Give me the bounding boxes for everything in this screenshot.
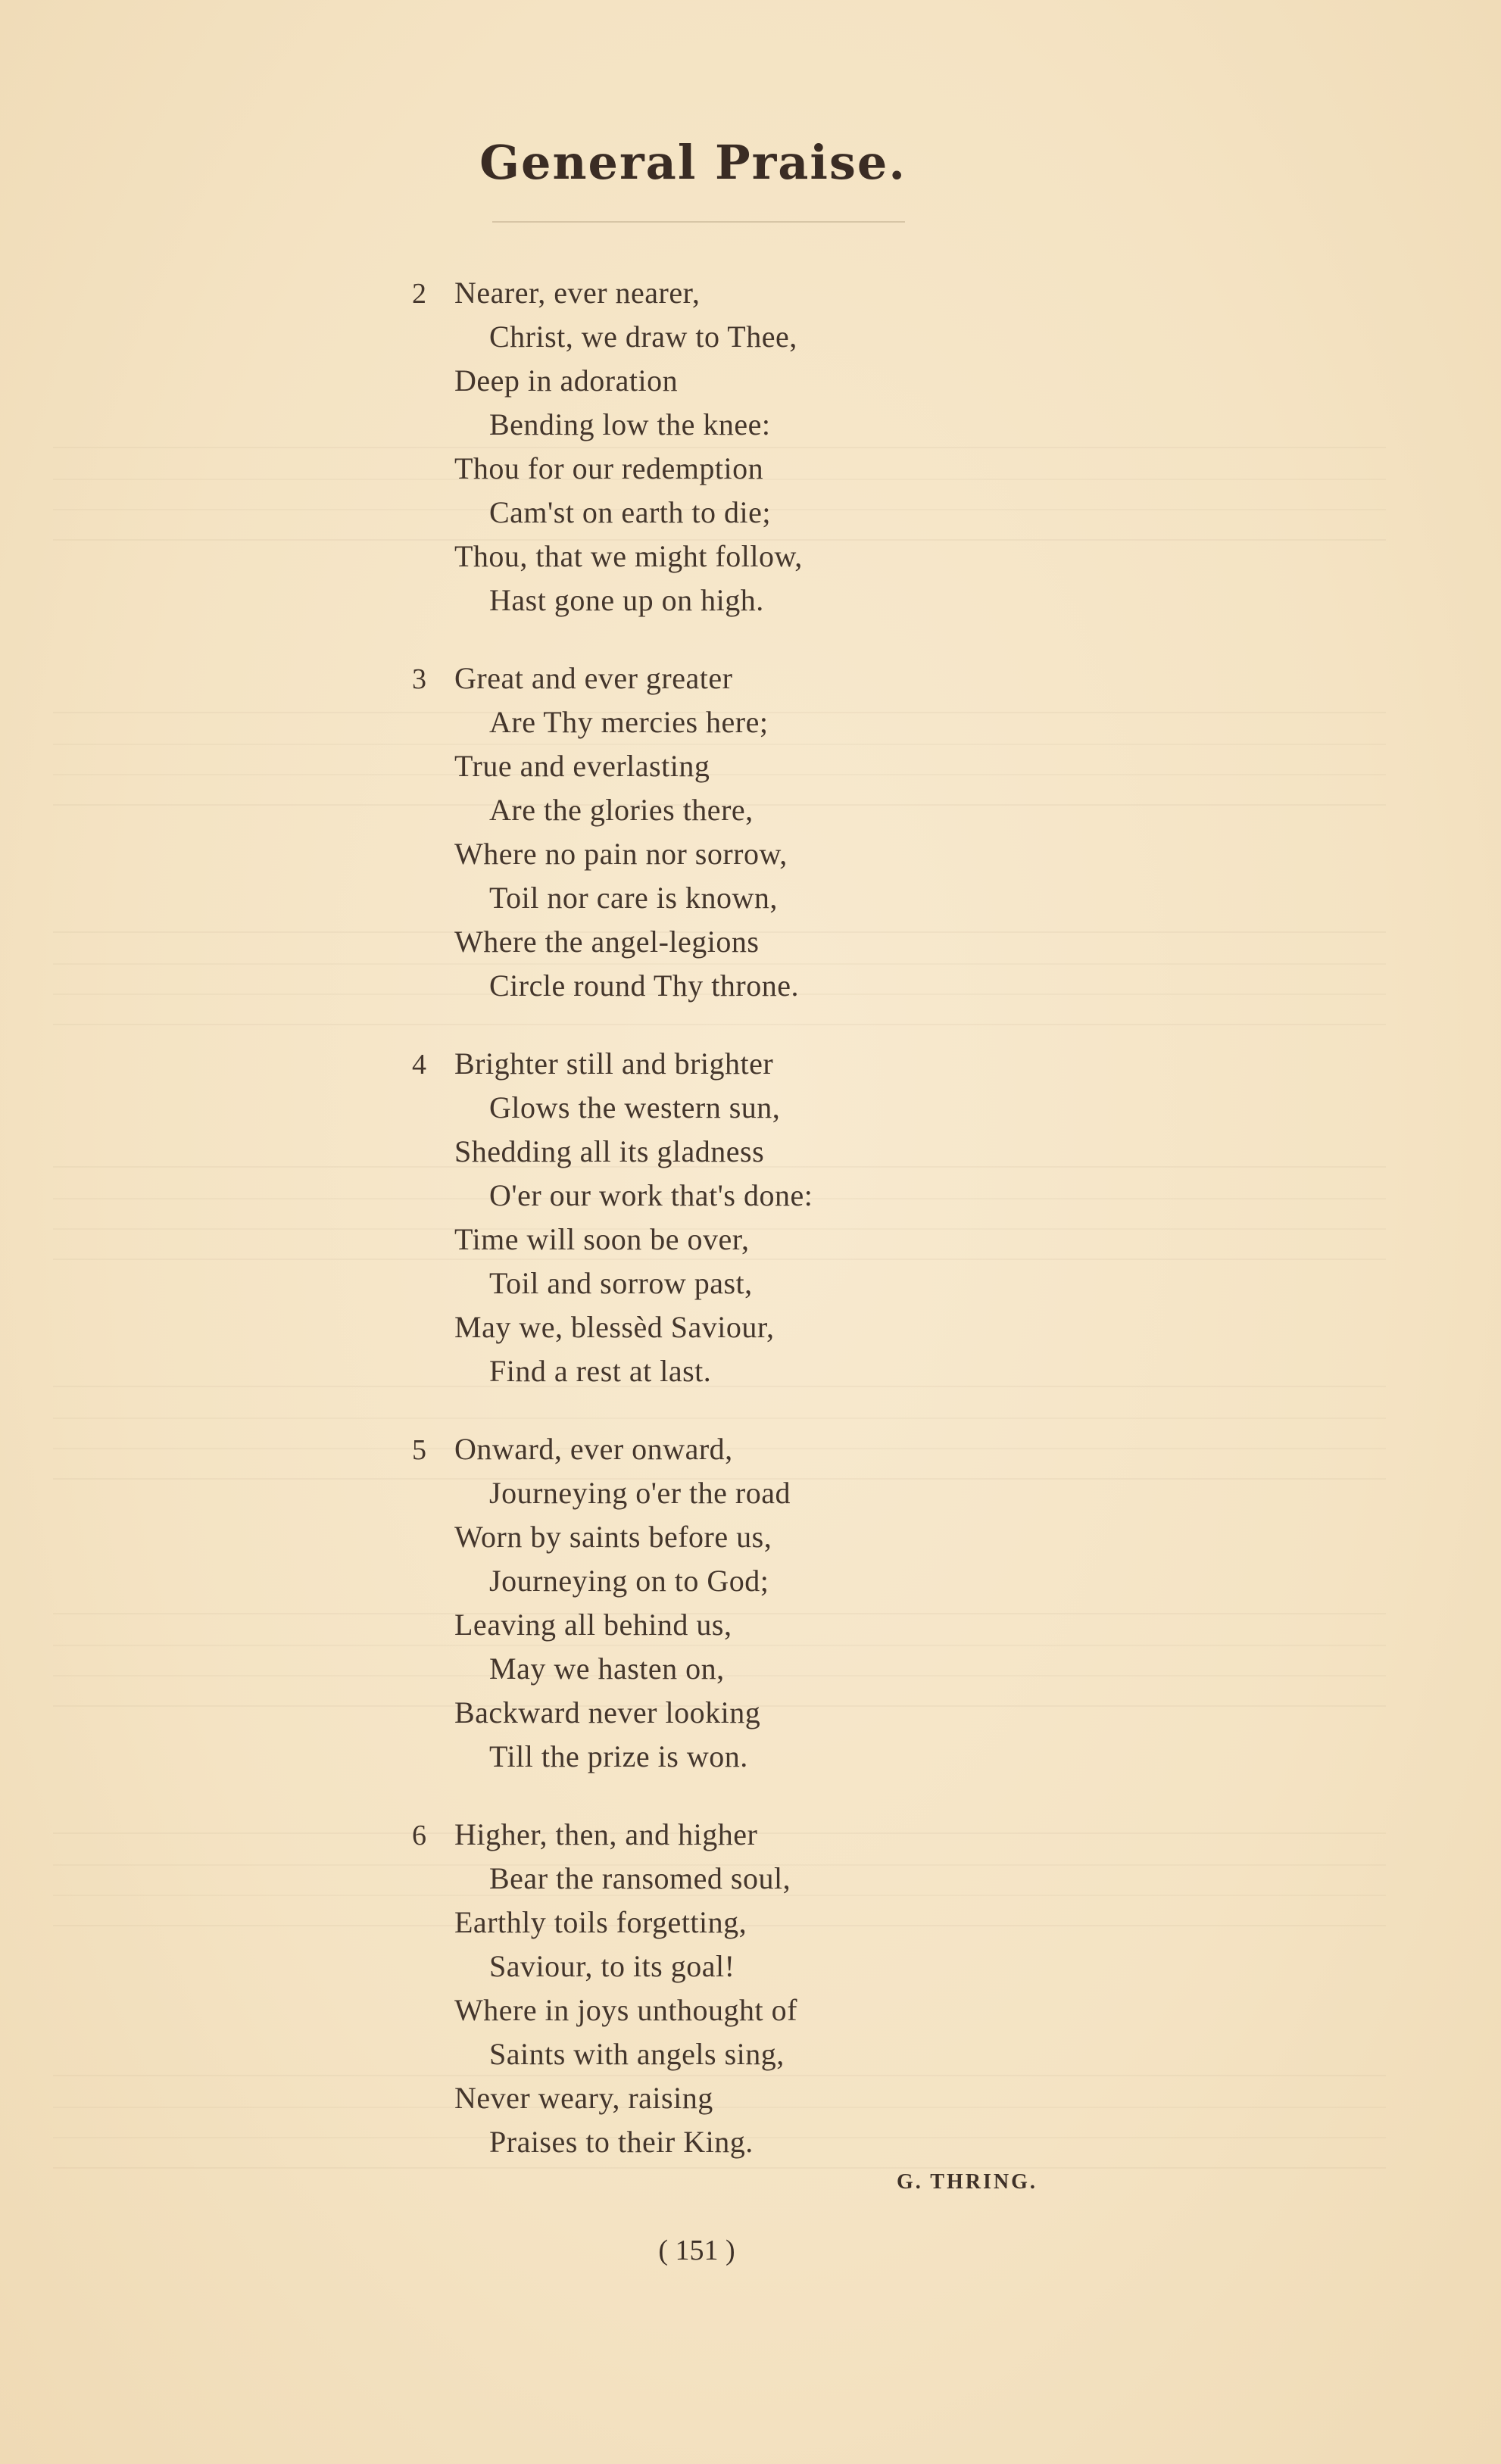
stanza-number: 2	[412, 278, 427, 310]
verse-line-text: Great and ever greater	[454, 661, 733, 695]
stanza	[409, 1813, 1091, 2164]
verse-line-text: Onward, ever onward,	[454, 1432, 733, 1466]
verse-line	[409, 1857, 1091, 1901]
verse-line	[409, 964, 1091, 1008]
verse-line-text: Are Thy mercies here;	[489, 705, 769, 739]
stanza-number: 4	[412, 1049, 427, 1081]
verse-line-text: Saints with angels sing,	[489, 2037, 785, 2071]
verse-line	[409, 1559, 1091, 1603]
verse-line-text: Worn by saints before us,	[454, 1520, 772, 1554]
verse-line	[409, 1086, 1091, 1130]
verse-line	[409, 2076, 1091, 2120]
verse-line	[409, 359, 1091, 403]
verse-line-text: Higher, then, and higher	[454, 1817, 758, 1851]
stanza-number: 6	[412, 1820, 427, 1851]
verse-line-text: Where in joys unthought of	[454, 1993, 797, 2027]
verse-line	[409, 271, 1091, 315]
verse-line	[409, 1603, 1091, 1647]
verse-line	[409, 1218, 1091, 1262]
verse-line-text: Thou, that we might follow,	[454, 539, 803, 573]
verse-line	[409, 1042, 1091, 1086]
verse-line-text: Bear the ransomed soul,	[489, 1861, 791, 1895]
verse-line	[409, 1427, 1091, 1471]
verse-line	[409, 315, 1091, 359]
stanza-number: 3	[412, 663, 427, 695]
verse-line	[409, 1305, 1091, 1349]
verse-line	[409, 920, 1091, 964]
verse-line-text: Glows the western sun,	[489, 1090, 781, 1124]
verse-line	[409, 744, 1091, 788]
verse-line	[409, 403, 1091, 447]
verse-line	[409, 1130, 1091, 1174]
title-divider	[492, 221, 905, 223]
verse-line	[409, 579, 1091, 622]
stanza	[409, 271, 1091, 622]
verse-line	[409, 700, 1091, 744]
verse-line-text: Cam'st on earth to die;	[489, 495, 771, 529]
verse-line	[409, 2032, 1091, 2076]
verse-line	[409, 1813, 1091, 1857]
verse-line-text: May we hasten on,	[489, 1652, 725, 1686]
verse-line-text: Brighter still and brighter	[454, 1046, 774, 1081]
verse-line	[409, 1647, 1091, 1691]
verse-line	[409, 1262, 1091, 1305]
verse-line-text: Deep in adoration	[454, 363, 679, 398]
verse-line	[409, 447, 1091, 491]
verse-line-text: Till the prize is won.	[489, 1739, 748, 1773]
hymn-text	[409, 271, 1091, 2198]
verse-line	[409, 2120, 1091, 2164]
verse-line-text: Bending low the knee:	[489, 407, 771, 441]
verse-line	[409, 1174, 1091, 1218]
verse-line-text: Christ, we draw to Thee,	[489, 320, 797, 354]
verse-line	[409, 1735, 1091, 1779]
verse-line-text: Journeying on to God;	[489, 1564, 769, 1598]
verse-line-text: Journeying o'er the road	[489, 1476, 791, 1510]
verse-line-text: Praises to their King.	[489, 2125, 754, 2159]
stanza	[409, 1427, 1091, 1779]
verse-line	[409, 832, 1091, 876]
stanza	[409, 1042, 1091, 1393]
verse-line	[409, 1691, 1091, 1735]
verse-line	[409, 788, 1091, 832]
verse-line	[409, 1988, 1091, 2032]
verse-line	[409, 1901, 1091, 1945]
verse-line	[409, 876, 1091, 920]
verse-line-text: Find a rest at last.	[489, 1354, 712, 1388]
verse-line-text: Time will soon be over,	[454, 1222, 750, 1256]
verse-line-text: Are the glories there,	[489, 793, 754, 827]
verse-line	[409, 491, 1091, 535]
verse-line-text: Where no pain nor sorrow,	[454, 837, 788, 871]
verse-line-text: Backward never looking	[454, 1695, 761, 1729]
verse-line-text: True and everlasting	[454, 749, 710, 783]
verse-line	[409, 1945, 1091, 1988]
verse-line-text: Saviour, to its goal!	[489, 1949, 735, 1983]
stanza	[409, 657, 1091, 1008]
verse-line-text: Shedding all its gladness	[454, 1134, 765, 1168]
verse-line-text: Toil nor care is known,	[489, 881, 778, 915]
verse-line-text: O'er our work that's done:	[489, 1178, 813, 1212]
page-title: General Praise.	[479, 135, 907, 190]
author-attribution: G. THRING.	[897, 2170, 1038, 2194]
verse-line	[409, 535, 1091, 579]
verse-line	[409, 1471, 1091, 1515]
verse-line	[409, 1349, 1091, 1393]
verse-line-text: Toil and sorrow past,	[489, 1266, 753, 1300]
stanza-number: 5	[412, 1434, 427, 1466]
verse-line-text: Leaving all behind us,	[454, 1608, 732, 1642]
verse-line	[409, 1515, 1091, 1559]
verse-line-text: Nearer, ever nearer,	[454, 276, 701, 310]
verse-line-text: Circle round Thy throne.	[489, 968, 799, 1003]
verse-line	[409, 657, 1091, 700]
verse-line-text: May we, blessèd Saviour,	[454, 1310, 775, 1344]
verse-line-text: Hast gone up on high.	[489, 583, 764, 617]
verse-line-text: Thou for our redemption	[454, 451, 764, 485]
verse-line-text: Earthly toils forgetting,	[454, 1905, 747, 1939]
verse-line-text: Where the angel-legions	[454, 925, 760, 959]
page-number: ( 151 )	[658, 2235, 735, 2266]
verse-line-text: Never weary, raising	[454, 2081, 713, 2115]
